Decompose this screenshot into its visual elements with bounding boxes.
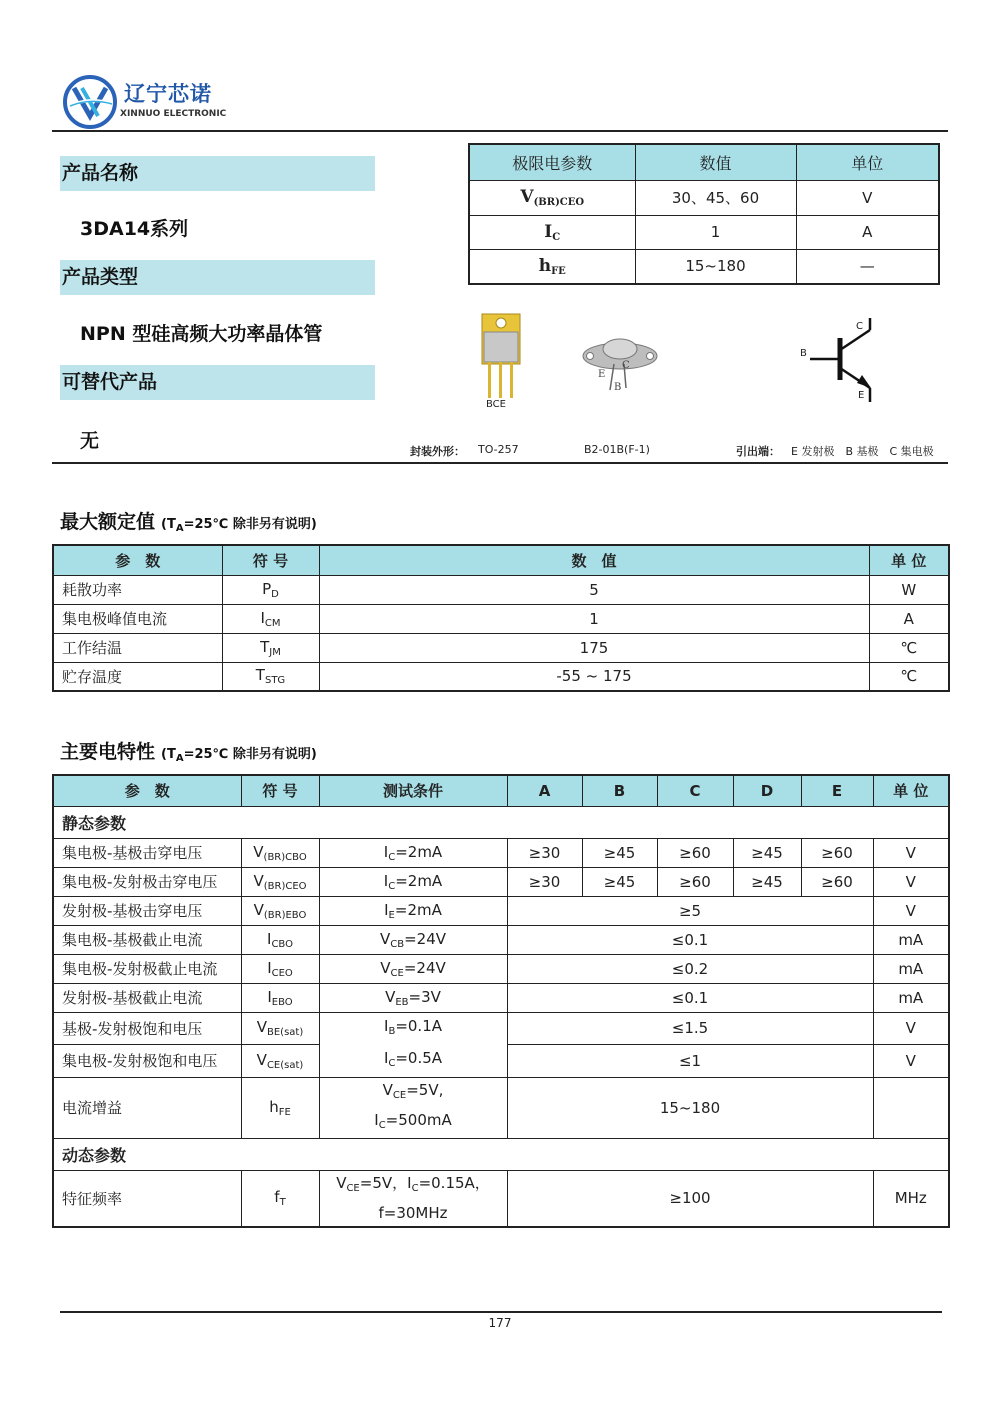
elec-param: 发射极-基极击穿电压 [53,896,241,925]
elec-cond: I [383,842,389,861]
limit-param-sub: C [552,231,561,243]
to257-pin-label: BCE [486,399,506,410]
elec-cond-cell [319,983,507,1012]
elec-param: 集电极-发射极截止电流 [53,954,241,983]
elec-val-merged: 15~180 [507,1077,873,1138]
elec-unit: mA [873,925,949,954]
max-symbol-sub: CM [264,617,281,629]
elec-cond-line2 [320,1108,507,1138]
elec-cond-sub: C [411,1182,419,1194]
max-header-value: 数 值 [319,545,869,575]
table-row [53,604,949,633]
elec-cond-cell [319,1077,507,1138]
elec-cond: I [383,1048,389,1067]
elec-unit: V [873,896,949,925]
elec-symbol: h [269,1097,279,1116]
limit-unit: A [796,215,939,249]
limit-param: V [520,187,534,207]
elec-cond-value: =0.1A [395,1016,442,1035]
company-logo [62,72,262,132]
max-value: -55 ~ 175 [319,662,869,691]
max-param: 耗散功率 [53,575,222,604]
table-row [53,1077,949,1138]
elec-symbol: I [267,929,272,948]
elec-cond-pre: (T [161,747,176,762]
elec-cond: V [385,987,396,1006]
table-row [469,249,939,284]
elec-val-c: ≥60 [657,838,733,867]
alternative-label: 可替代产品 [60,365,375,400]
elec-unit: V [873,838,949,867]
max-header-param: 参 数 [53,545,222,575]
product-type-value: NPN 型硅高频大功率晶体管 [80,323,323,345]
elec-val-merged: ≤0.1 [507,925,873,954]
limit-value: 30、45、60 [635,180,796,215]
static-section-label: 静态参数 [53,806,949,838]
symbol-c-label: C [856,321,863,332]
elec-param: 特征频率 [53,1170,241,1227]
table-row [53,633,949,662]
elec-header-cond: 测试条件 [319,775,507,806]
package-caption-b2: B2-01B(F-1) [584,443,650,456]
table-row [53,867,949,896]
elec-val-e: ≥60 [801,838,873,867]
table-row [53,954,949,983]
logo-mark-icon [62,74,118,130]
elec-cond-sub: CB [390,938,405,950]
logo-company-en: XINNUO ELECTRONIC [120,109,227,119]
elec-param: 集电极-发射极饱和电压 [53,1045,241,1078]
max-ratings-cond-post: =25℃ 除非另有说明) [183,517,317,532]
alternative-value: 无 [80,430,100,452]
b2-pin-c-label: C [622,360,630,371]
elec-cond-value: =24V [404,929,447,948]
elec-cond-cell [319,1170,507,1227]
limit-param-cell [469,215,635,249]
table-row [53,662,949,691]
elec-val-a: ≥30 [507,867,582,896]
max-symbol: I [260,608,265,627]
max-ratings-title-text: 最大额定值 [60,511,156,533]
npn-transistor-symbol-icon [798,316,882,404]
elec-header-param: 参 数 [53,775,241,806]
max-ratings-table [52,544,950,692]
elec-param: 发射极-基极截止电流 [53,983,241,1012]
elec-symbol-cell [241,896,319,925]
elec-cond-sub: C [388,851,396,863]
elec-symbol: V [253,871,264,890]
elec-cond-cell [319,1012,507,1077]
elec-cond-cell [319,954,507,983]
elec-cond-cell [319,838,507,867]
max-unit: ℃ [869,633,949,662]
logo-company-cn: 辽宁芯诺 [124,82,212,106]
elec-cond-sub: C [388,1057,396,1069]
elec-symbol-sub: EBO [271,996,293,1008]
elec-symbol: V [256,1018,267,1037]
elec-symbol: V [253,900,264,919]
elec-symbol-cell [241,1012,319,1045]
elec-header-c: C [657,775,733,806]
elec-symbol-cell [241,838,319,867]
max-symbol: P [262,579,272,598]
elec-cond-value: =5V, [406,1080,444,1099]
elec-cond: I [384,1016,389,1035]
elec-val-merged: ≤0.2 [507,954,873,983]
elec-val-merged: ≤0.1 [507,983,873,1012]
max-symbol-cell [222,633,319,662]
max-unit: A [869,604,949,633]
elec-cond-cell [319,925,507,954]
elec-unit: mA [873,954,949,983]
elec-param: 基极-发射极饱和电压 [53,1012,241,1045]
elec-val-a: ≥30 [507,838,582,867]
elec-cond-post: =25℃ 除非另有说明) [183,747,317,762]
elec-param: 集电极-基极击穿电压 [53,838,241,867]
elec-cond-value: =500mA [385,1110,452,1129]
max-value: 175 [319,633,869,662]
elec-cond-value: =0.5A [395,1048,443,1067]
elec-symbol-cell [241,867,319,896]
limit-header-unit: 单位 [796,144,939,180]
elec-symbol-sub: CEO [271,967,293,979]
symbol-b-label: B [800,348,807,359]
elec-cond-line1 [320,1171,507,1201]
max-ratings-condition [161,517,317,532]
table-row [469,215,939,249]
elec-cond-sub: E [388,909,395,921]
limit-params-table [468,143,940,285]
max-header-symbol: 符 号 [222,545,319,575]
elec-symbol-sub: (BR)CEO [263,880,307,892]
elec-symbol: I [267,958,272,977]
elec-header-b: B [582,775,657,806]
elec-cond-sub: C [378,1119,386,1131]
elec-symbol-sub: (BR)EBO [263,909,307,921]
limit-param-cell [469,180,635,215]
max-param: 工作结温 [53,633,222,662]
product-name-value: 3DA14系列 [80,218,189,240]
elec-unit [873,1077,949,1138]
max-symbol-sub: D [271,588,279,600]
footer-rule [60,1311,942,1313]
table-row [53,983,949,1012]
elec-symbol-sub: CE(sat) [266,1059,304,1071]
limit-param: I [544,221,553,242]
elec-symbol-cell [241,925,319,954]
limit-param-cell [469,249,635,284]
table-row [469,180,939,215]
limit-value: 15~180 [635,249,796,284]
product-name-label: 产品名称 [60,156,375,191]
table-row [53,1170,949,1227]
elec-param: 电流增益 [53,1077,241,1138]
elec-symbol: I [267,987,272,1006]
max-symbol: T [255,666,265,685]
elec-symbol-sub: (BR)CBO [263,851,307,863]
elec-val-d: ≥45 [733,838,801,867]
max-ratings-cond-pre: (T [161,517,176,532]
pins-caption-text: E 发射极 B 基极 C 集电极 [791,445,934,458]
max-symbol-cell [222,662,319,691]
elec-val-merged: ≥100 [507,1170,873,1227]
limit-unit: — [796,249,939,284]
section-rule [52,462,948,464]
package-caption-label: 封装外形： [410,445,465,458]
max-header-unit: 单 位 [869,545,949,575]
table-row [53,925,949,954]
elec-symbol-cell [241,1077,319,1138]
elec-cond-line1 [320,1013,507,1045]
elec-cond-sub: EB [395,996,409,1008]
elec-cond: V [382,1080,393,1099]
elec-cond-cell [319,896,507,925]
limit-param-sub: FE [551,265,566,277]
elec-val-b: ≥45 [582,867,657,896]
elec-unit: V [873,1012,949,1045]
table-row [53,1012,949,1045]
table-row [53,575,949,604]
elec-cond-line2: f=30MHz [378,1203,448,1222]
elec-header-e: E [801,775,873,806]
elec-cond: I [383,871,389,890]
elec-cond: I [374,1110,379,1129]
max-ratings-title [60,507,317,534]
elec-condition [161,747,317,762]
elec-cond-sub: A [175,753,184,764]
elec-header-unit: 单 位 [873,775,949,806]
elec-cond-value: =2mA [395,871,443,890]
elec-val-merged: ≤1.5 [507,1012,873,1045]
max-symbol-sub: JM [269,646,281,658]
elec-cond-value: =3V [408,987,441,1006]
elec-cond-sub: CE [390,967,404,979]
max-symbol-sub: STG [264,675,286,687]
elec-cond-sub: C [388,880,396,892]
elec-cond: I [384,900,389,919]
elec-symbol: f [274,1188,280,1206]
elec-symbol-sub: FE [278,1106,291,1118]
max-unit: ℃ [869,662,949,691]
max-param: 集电极峰值电流 [53,604,222,633]
elec-header-d: D [733,775,801,806]
elec-header-symbol: 符 号 [241,775,319,806]
limit-header-param: 极限电参数 [469,144,635,180]
elec-symbol: V [256,1050,267,1069]
elec-cond-line2 [320,1045,507,1077]
elec-symbol-cell [241,1170,319,1227]
pins-caption-label: 引出端： [736,445,780,458]
elec-cond-sub: CE [392,1089,407,1101]
elec-symbol-sub: CBO [271,938,293,950]
elec-cond: V [379,929,391,948]
elec-symbol-cell [241,1045,319,1078]
elec-param: 集电极-基极截止电流 [53,925,241,954]
elec-table [52,774,950,1228]
elec-unit: MHz [873,1170,949,1227]
elec-unit: V [873,867,949,896]
max-symbol-cell [222,575,319,604]
b2-01b-package-icon [582,330,662,400]
elec-symbol-cell [241,983,319,1012]
elec-cond-line1 [320,1078,507,1108]
elec-val-merged: ≤1 [507,1045,873,1078]
limit-unit: V [796,180,939,215]
limit-value: 1 [635,215,796,249]
elec-val-c: ≥60 [657,867,733,896]
b2-pin-b-label: B [614,382,622,393]
elec-cond: V [336,1173,347,1192]
elec-cond: V [380,958,391,977]
max-value: 1 [319,604,869,633]
elec-symbol-sub: BE(sat) [267,1027,304,1039]
elec-cond-sub: CE [346,1182,360,1194]
max-param: 贮存温度 [53,662,222,691]
limit-header-value: 数值 [635,144,796,180]
elec-cond: I [407,1173,412,1192]
elec-cond-value: =0.15A， [418,1173,490,1192]
max-unit: W [869,575,949,604]
elec-val-e: ≥60 [801,867,873,896]
limit-param-sub: (BR)CEO [533,197,585,208]
to257-package-icon [474,310,534,410]
elec-title [60,737,317,764]
elec-cond-value: =2mA [395,842,443,861]
elec-cond-value: =5V， [359,1173,408,1192]
elec-cond-cell [319,867,507,896]
elec-val-d: ≥45 [733,867,801,896]
elec-val-merged: ≥5 [507,896,873,925]
elec-cond-value: =24V [403,958,446,977]
limit-param: h [538,255,552,276]
elec-symbol-sub: T [279,1197,286,1208]
elec-cond-sub: B [388,1025,396,1037]
symbol-e-label: E [858,390,865,401]
b2-pin-e-label: E [598,369,606,380]
elec-param: 集电极-发射极击穿电压 [53,867,241,896]
header-rule [52,130,948,132]
page-number: 177 [488,1316,512,1330]
table-row [53,896,949,925]
elec-val-b: ≥45 [582,838,657,867]
max-value: 5 [319,575,869,604]
max-symbol-cell [222,604,319,633]
package-caption-to257: TO-257 [478,443,519,456]
elec-header-a: A [507,775,582,806]
elec-cond-value: =2mA [394,900,442,919]
max-ratings-cond-sub: A [175,523,184,534]
elec-unit: V [873,1045,949,1078]
dynamic-section-label: 动态参数 [53,1138,949,1170]
table-row [53,838,949,867]
elec-symbol-cell [241,954,319,983]
elec-symbol: V [253,842,264,861]
product-type-label: 产品类型 [60,260,375,295]
elec-unit: mA [873,983,949,1012]
max-symbol: T [260,637,270,656]
elec-title-text: 主要电特性 [60,741,156,763]
